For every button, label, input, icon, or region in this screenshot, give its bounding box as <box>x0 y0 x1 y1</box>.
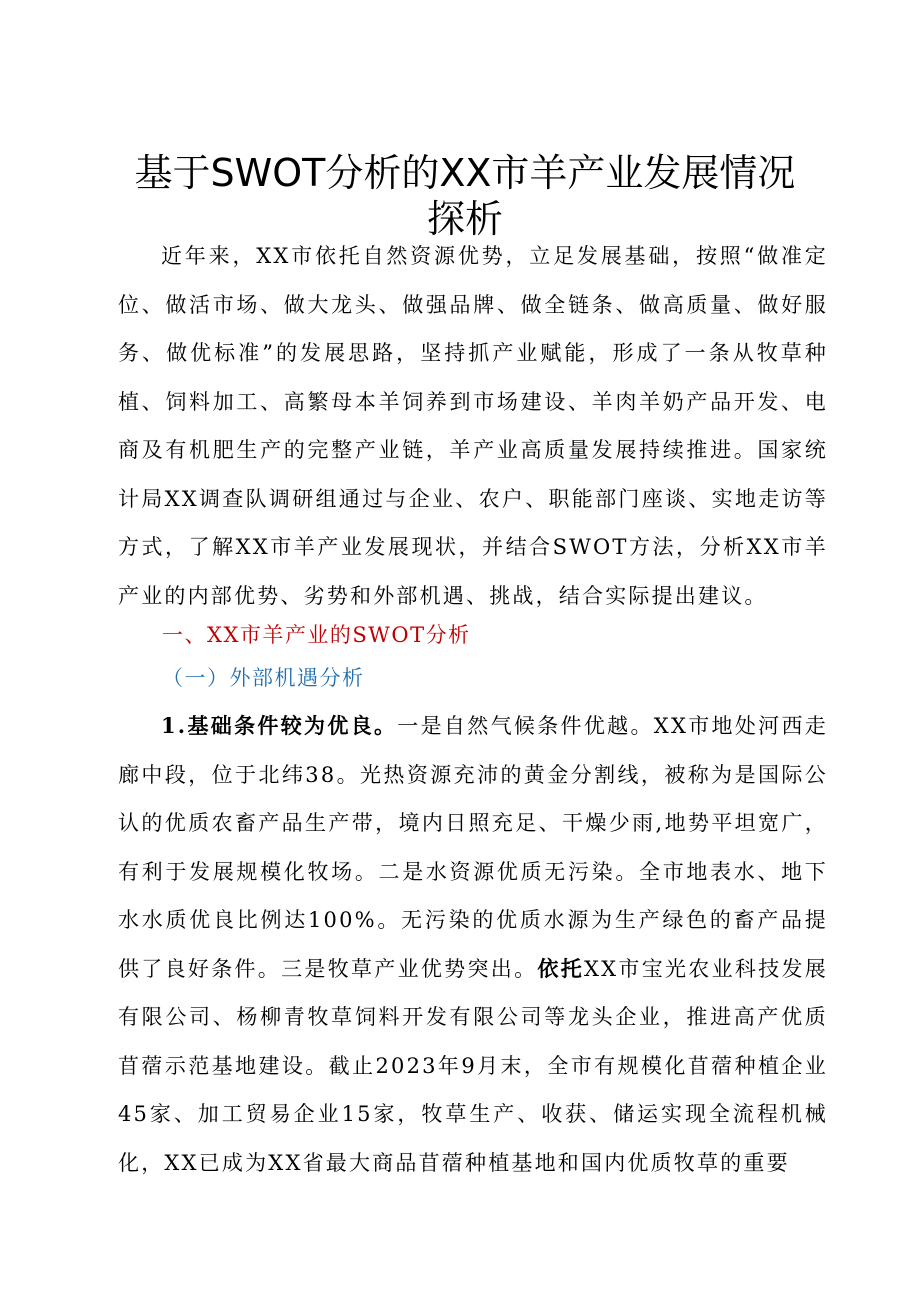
intro-paragraph: 近年来，XX市依托自然资源优势，立足发展基础，按照“做准定位、做活市场、做大龙头、做强品牌、做全链条、做高质量、做好服务、做优标准”的发展思路，坚持抓产业赋能，形成了一条从牧草种植、饲料加工、高繁母本羊饲养到市场建设、羊肉羊奶产品开发、电商及有机肥生产的完整产业链，羊产业高质量发展持续推进。国家统计局XX调查队调研组通过与企业、农户、职能部门座谈、实地走访等方式，了解XX市羊产业发展现状，并结合SWOT方法，分析XX市羊产业的内部优势、劣势和外部机遇、挑战，结合实际提出建议。 <box>118 244 828 608</box>
body-text-part1: 一是自然气候条件优越。XX市地处河西走廊中段，位于北纬38。光热资源充沛的黄金分割线，被称为是国际公认的优质农畜产品生产带，境内日照充足、干燥少雨,地势平坦宽广，有利于发展规模化牧场。二是水资源优质无污染。全市地表水、地下水水质优良比例达100%。无污染的优质水源为生产绿色的畜产品提供了良好条件。三是牧草产业优势突出。 <box>118 714 828 981</box>
body-lead-bold: 1.基础条件较为优良。 <box>161 713 398 738</box>
body-mid-bold: 依托 <box>537 955 584 981</box>
document-title: 基于SWOT分析的XX市羊产业发展情况探析 <box>134 151 796 241</box>
body-paragraph <box>118 702 828 1187</box>
section-heading: 一、XX市羊产业的SWOT分析 <box>162 623 471 647</box>
subsection-heading: （一）外部机遇分析 <box>162 666 365 690</box>
body-text-part2: XX市宝光农业科技发展有限公司、杨柳青牧草饲料开发有限公司等龙头企业，推进高产优质苜蓿示范基地建设。截止2023年9月末，全市有规模化苜蓿种植企业45家、加工贸易企业15家，牧草生产、收获、储运实现全流程机械化，XX已成为XX省最大商品苜蓿种植基地和国内优质牧草的重要 <box>118 956 828 1175</box>
